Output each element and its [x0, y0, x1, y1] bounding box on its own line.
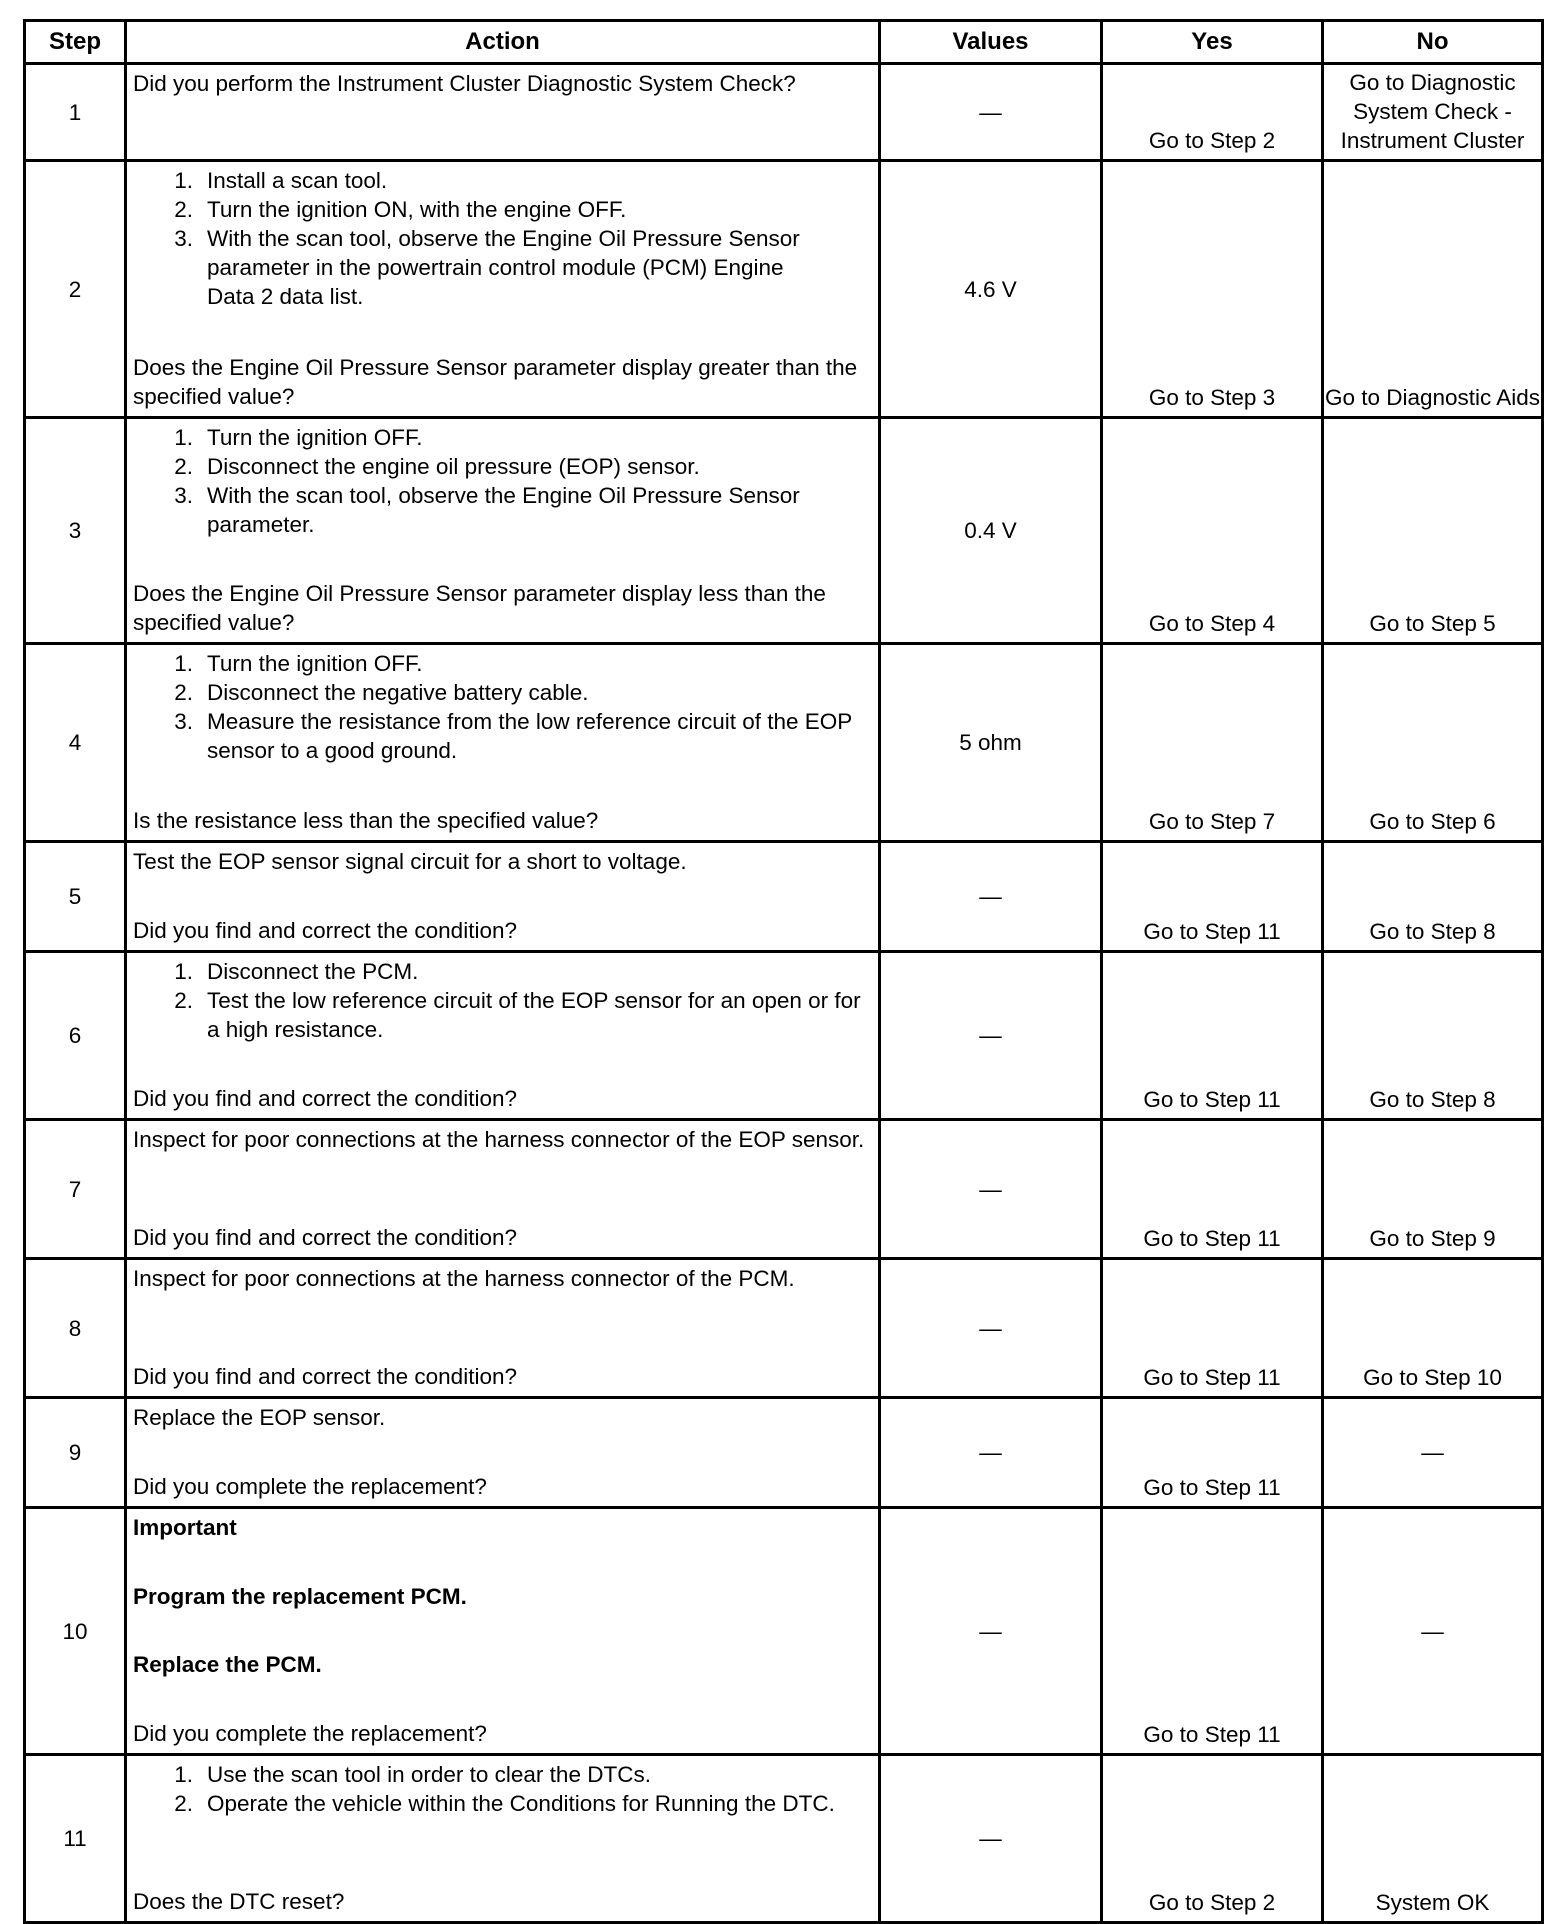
action-question: Did you complete the replacement?	[133, 1474, 487, 1499]
table-row-step-4	[25, 644, 1543, 842]
action-cell	[126, 64, 880, 161]
action-steps-list	[133, 166, 872, 311]
action-step-item: 3. With the scan tool, observe the Engine Oil Pressure Sensor parameter in the powertrain control module (PCM) Engine Data 2 data list.	[174, 226, 800, 309]
action-cell	[126, 161, 880, 418]
step-number: 6	[25, 952, 126, 1120]
value-cell: —	[880, 1259, 1102, 1398]
action-question: Did you complete the replacement?	[133, 1720, 487, 1746]
action-text: Test the EOP sensor signal circuit for a short to voltage.	[133, 849, 687, 874]
no-cell: —	[1323, 1398, 1543, 1508]
action-step-item: 2. Test the low reference circuit of the EOP sensor for an open or for a high resistance.	[174, 988, 861, 1042]
action-text: Replace the EOP sensor.	[133, 1405, 386, 1430]
step-number: 8	[25, 1259, 126, 1398]
action-question: Is the resistance less than the specified value?	[133, 808, 599, 833]
table-row-step-9	[25, 1398, 1543, 1508]
no-cell: Go to Step 6	[1323, 644, 1543, 842]
action-text: Replace the PCM.	[133, 1652, 322, 1678]
action-text: Inspect for poor connections at the harness connector of the EOP sensor.	[133, 1127, 865, 1152]
no-cell: —	[1323, 1508, 1543, 1755]
no-cell: Go to Step 9	[1323, 1120, 1543, 1259]
step-number: 1	[25, 64, 126, 161]
step-number: 3	[25, 418, 126, 644]
action-question: Does the Engine Oil Pressure Sensor parameter display greater than the specified value?	[133, 355, 858, 409]
value-cell: 0.4 V	[880, 418, 1102, 644]
table-row-step-8	[25, 1259, 1543, 1398]
step-number: 10	[25, 1508, 126, 1755]
value-cell: —	[880, 64, 1102, 161]
action-question: Did you find and correct the condition?	[133, 1364, 517, 1389]
table-row-step-1	[25, 64, 1543, 161]
table-row-step-11	[25, 1755, 1543, 1923]
diagnostic-table	[23, 19, 1544, 1924]
value-cell: —	[880, 952, 1102, 1120]
yes-cell: Go to Step 2	[1102, 1755, 1323, 1923]
action-question: Does the Engine Oil Pressure Sensor parameter display less than the specified value?	[133, 581, 826, 635]
step-number: 5	[25, 842, 126, 952]
action-step-item: 1. Turn the ignition OFF.	[174, 651, 423, 676]
action-cell	[126, 1398, 880, 1508]
action-step-item: 2. Disconnect the negative battery cable.	[174, 680, 589, 705]
action-steps-list	[133, 1760, 872, 1818]
yes-cell: Go to Step 11	[1102, 1259, 1323, 1398]
action-step-item: 3. Measure the resistance from the low reference circuit of the EOP sensor to a good ground.	[174, 709, 852, 763]
action-steps-list	[133, 423, 872, 539]
action-question: Did you find and correct the condition?	[133, 1086, 517, 1111]
action-cell	[126, 952, 880, 1120]
yes-cell: Go to Step 11	[1102, 1508, 1323, 1755]
table-row-step-10	[25, 1508, 1543, 1755]
action-cell	[126, 644, 880, 842]
table-row-step-6	[25, 952, 1543, 1120]
step-number: 4	[25, 644, 126, 842]
action-text: Program the replacement PCM.	[133, 1583, 467, 1609]
step-number: 11	[25, 1755, 126, 1923]
table-row-step-2	[25, 161, 1543, 418]
action-cell	[126, 1259, 880, 1398]
yes-cell: Go to Step 11	[1102, 1120, 1323, 1259]
yes-cell: Go to Step 11	[1102, 952, 1323, 1120]
action-steps-list	[133, 649, 872, 765]
value-cell: 4.6 V	[880, 161, 1102, 418]
yes-cell: Go to Step 4	[1102, 418, 1323, 644]
action-cell	[126, 1755, 880, 1923]
action-step-item: 1. Use the scan tool in order to clear the DTCs.	[174, 1762, 651, 1787]
action-step-item: 3. With the scan tool, observe the Engine Oil Pressure Sensor parameter.	[174, 483, 800, 537]
no-cell: Go to Diagnostic Aids	[1323, 161, 1543, 418]
action-step-item: 1. Turn the ignition OFF.	[174, 425, 423, 450]
diagnostic-table-container	[23, 19, 1541, 1924]
header-row	[25, 21, 1543, 64]
header-values: Values	[880, 21, 1102, 64]
action-step-item: 2. Operate the vehicle within the Conditions for Running the DTC.	[174, 1791, 835, 1816]
no-cell: Go to Step 5	[1323, 418, 1543, 644]
table-row-step-3	[25, 418, 1543, 644]
action-cell	[126, 1508, 880, 1755]
header-action: Action	[126, 21, 880, 64]
no-cell: Go to Step 8	[1323, 952, 1543, 1120]
action-steps-list	[133, 957, 872, 1044]
step-number: 7	[25, 1120, 126, 1259]
value-cell: —	[880, 842, 1102, 952]
no-cell: System OK	[1323, 1755, 1543, 1923]
action-text: Did you perform the Instrument Cluster Diagnostic System Check?	[133, 71, 796, 96]
yes-cell: Go to Step 3	[1102, 161, 1323, 418]
header-yes: Yes	[1102, 21, 1323, 64]
header-no: No	[1323, 21, 1543, 64]
yes-cell: Go to Step 2	[1102, 64, 1323, 161]
action-question: Does the DTC reset?	[133, 1889, 345, 1914]
value-cell: —	[880, 1398, 1102, 1508]
step-number: 2	[25, 161, 126, 418]
action-step-item: 2. Turn the ignition ON, with the engine OFF.	[174, 197, 627, 222]
no-cell: Go to Step 8	[1323, 842, 1543, 952]
value-cell: —	[880, 1508, 1102, 1755]
no-cell: Go to Step 10	[1323, 1259, 1543, 1398]
action-question: Did you find and correct the condition?	[133, 918, 517, 943]
action-step-item: 1. Install a scan tool.	[174, 168, 388, 193]
no-cell: Go to Diagnostic System Check - Instrument Cluster	[1323, 64, 1543, 161]
table-row-step-5	[25, 842, 1543, 952]
value-cell: —	[880, 1755, 1102, 1923]
action-step-item: 1. Disconnect the PCM.	[174, 959, 419, 984]
value-cell: 5 ohm	[880, 644, 1102, 842]
action-text: Inspect for poor connections at the harness connector of the PCM.	[133, 1266, 795, 1291]
important-label: Important	[133, 1515, 237, 1540]
table-row-step-7	[25, 1120, 1543, 1259]
action-cell	[126, 418, 880, 644]
header-step: Step	[25, 21, 126, 64]
action-question: Did you find and correct the condition?	[133, 1225, 517, 1250]
step-number: 9	[25, 1398, 126, 1508]
yes-cell: Go to Step 7	[1102, 644, 1323, 842]
yes-cell: Go to Step 11	[1102, 1398, 1323, 1508]
yes-cell: Go to Step 11	[1102, 842, 1323, 952]
value-cell: —	[880, 1120, 1102, 1259]
action-cell	[126, 1120, 880, 1259]
action-step-item: 2. Disconnect the engine oil pressure (EOP) sensor.	[174, 454, 700, 479]
action-cell	[126, 842, 880, 952]
